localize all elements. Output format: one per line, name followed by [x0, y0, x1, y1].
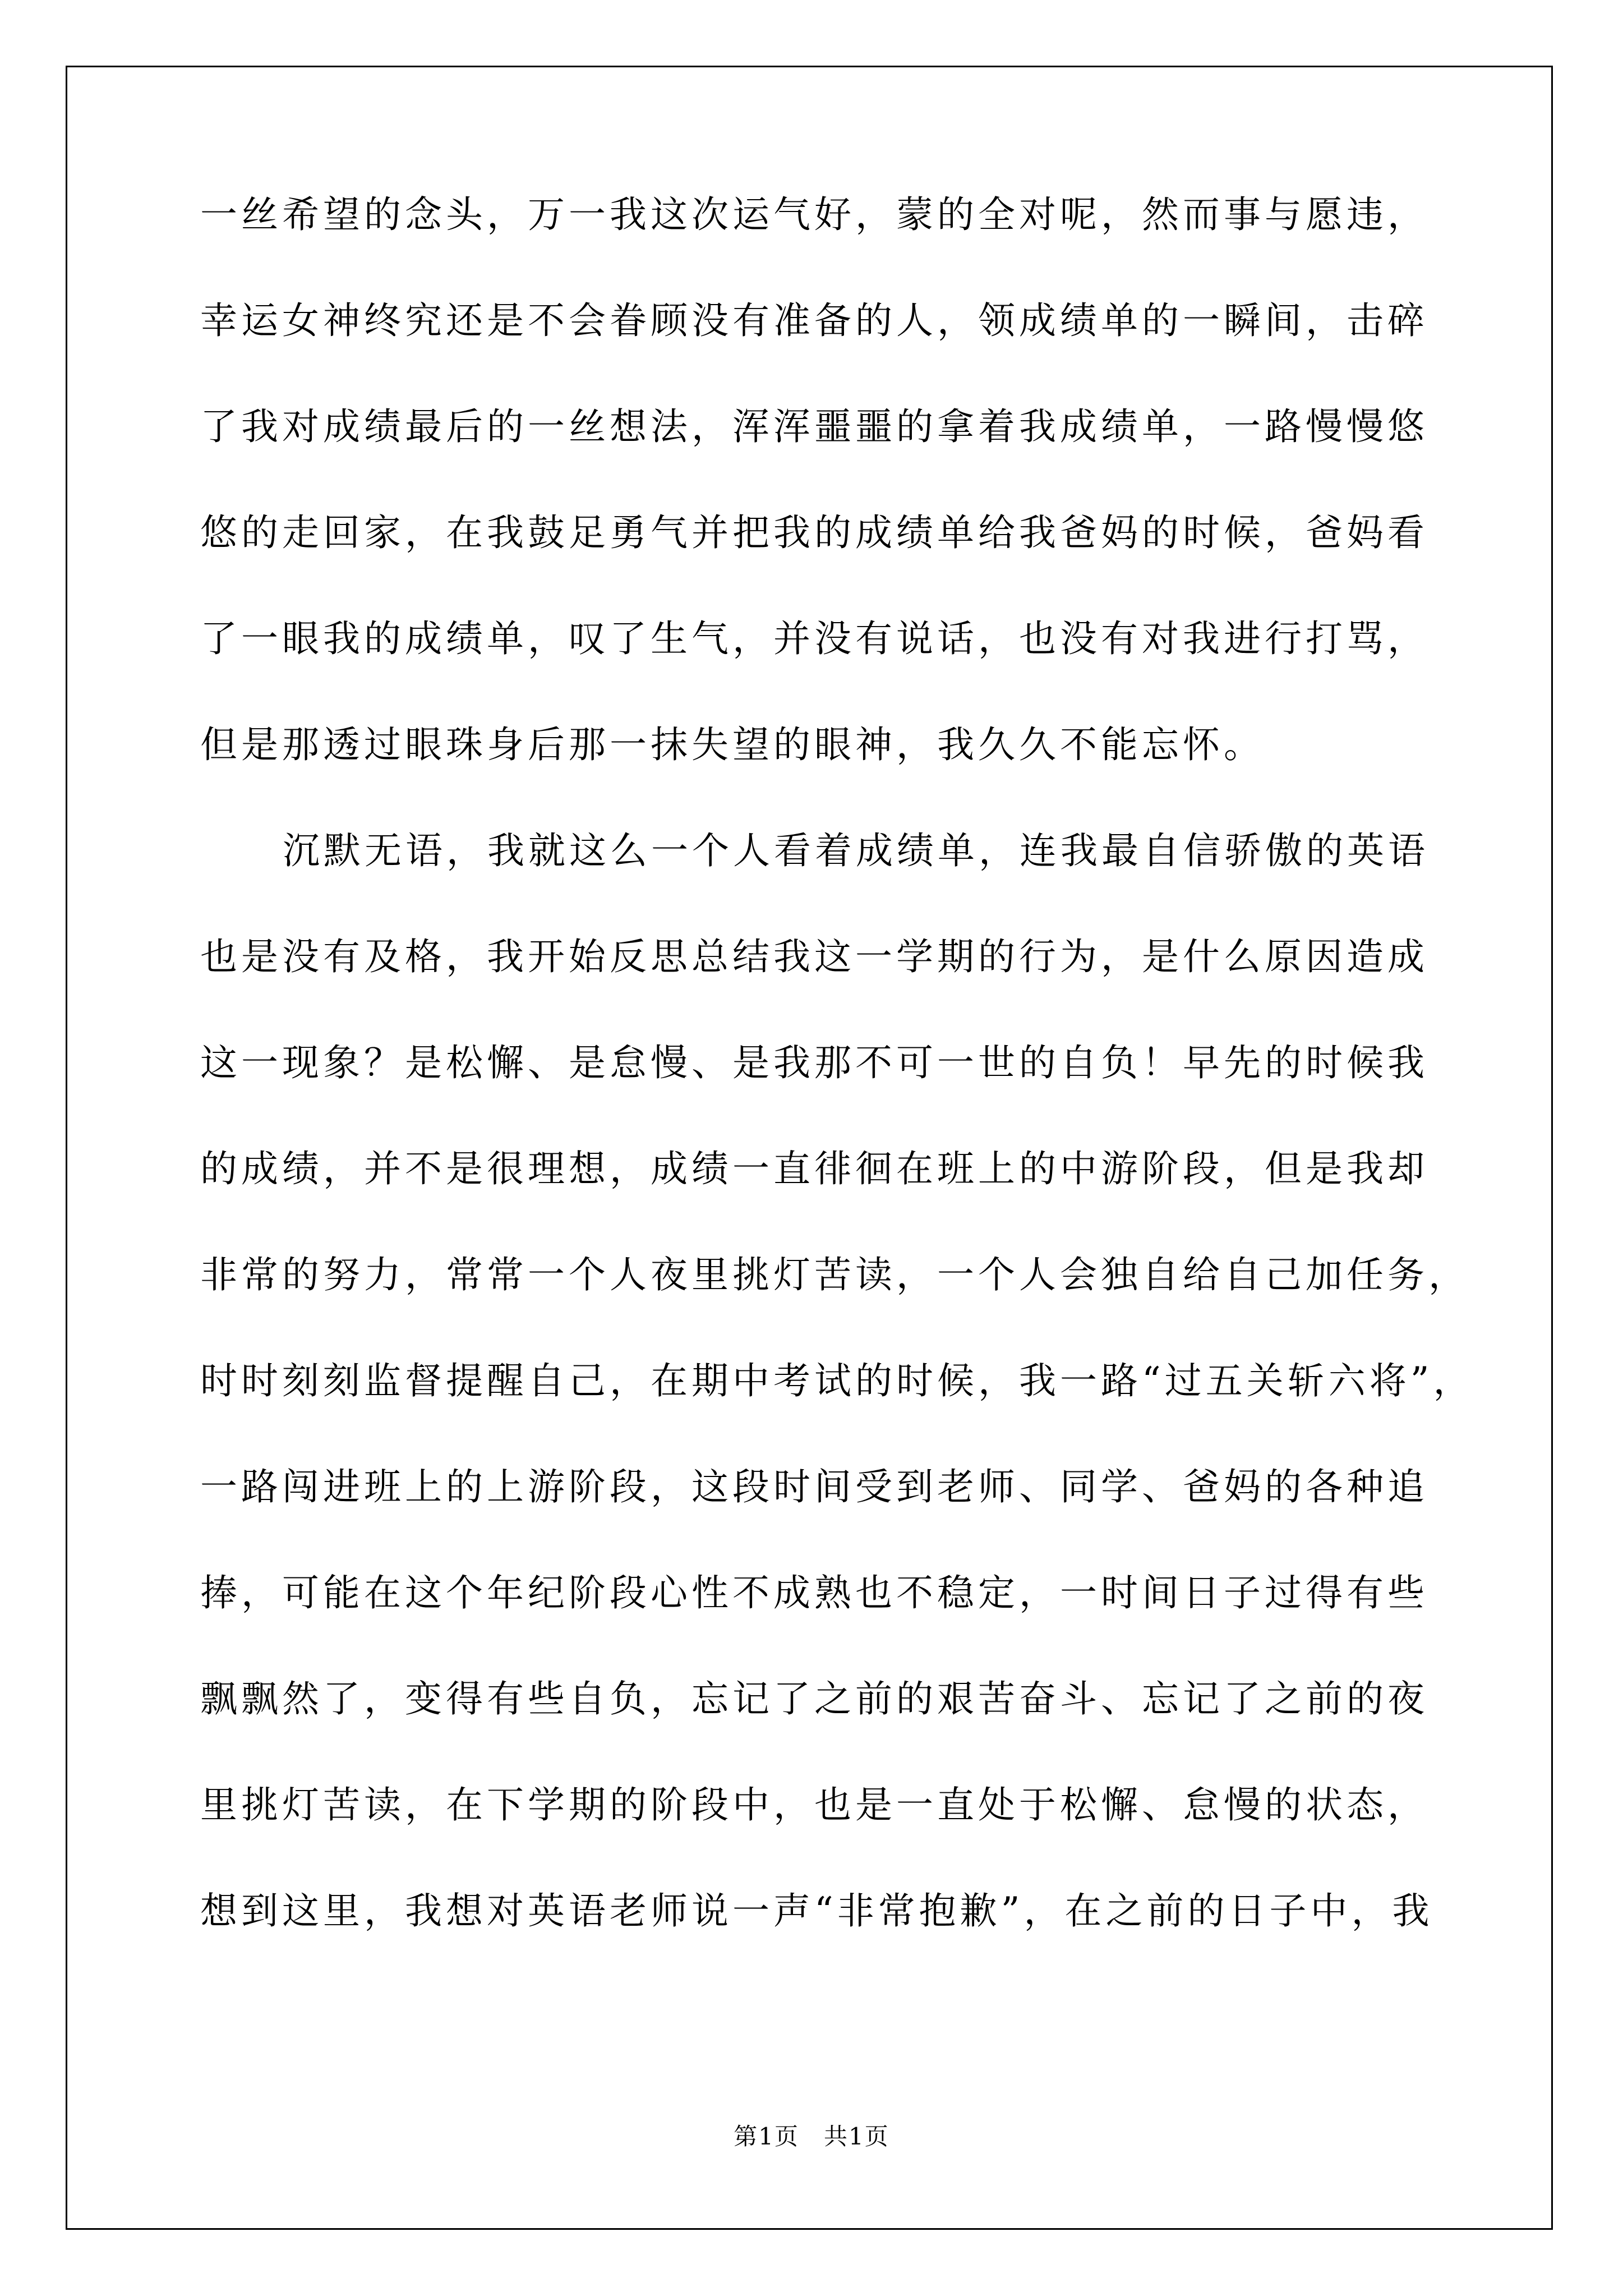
- text-line: 了我对成绩最后的一丝想法，浑浑噩噩的拿着我成绩单，一路慢慢悠: [200, 405, 1428, 448]
- text-line: 的成绩，并不是很理想，成绩一直徘徊在班上的中游阶段，但是我却: [200, 1147, 1428, 1190]
- text-line: 想到这里，我想对英语老师说一声“非常抱歉”，在之前的日子中，我: [200, 1889, 1433, 1932]
- text-line: 飘飘然了，变得有些自负，忘记了之前的艰苦奋斗、忘记了之前的夜: [200, 1677, 1428, 1720]
- text-line: 这一现象？是松懈、是怠慢、是我那不可一世的自负！早先的时候我: [200, 1041, 1428, 1084]
- page-number-footer: 第1页 共1页: [734, 2123, 889, 2150]
- document-body: [200, 162, 1474, 1964]
- text-line: 捧，可能在这个年纪阶段心性不成熟也不稳定，一时间日子过得有些: [200, 1571, 1428, 1614]
- text-line: 幸运女神终究还是不会眷顾没有准备的人，领成绩单的一瞬间，击碎: [200, 299, 1428, 342]
- text-line: 时时刻刻监督提醒自己，在期中考试的时候，我一路“过五关斩六将”，: [200, 1359, 1474, 1402]
- paragraph-start-line: 沉默无语，我就这么一个人看着成绩单，连我最自信骄傲的英语: [283, 829, 1429, 872]
- text-line: 里挑灯苦读，在下学期的阶段中，也是一直处于松懈、怠慢的状态，: [200, 1783, 1428, 1826]
- text-line: 非常的努力，常常一个人夜里挑灯苦读，一个人会独自给自己加任务，: [200, 1253, 1469, 1296]
- text-line: 了一眼我的成绩单，叹了生气，并没有说话，也没有对我进行打骂，: [200, 617, 1428, 660]
- text-line: 一丝希望的念头，万一我这次运气好，蒙的全对呢，然而事与愿违，: [200, 193, 1428, 236]
- text-line: 也是没有及格，我开始反思总结我这一学期的行为，是什么原因造成: [200, 935, 1428, 978]
- text-line: 一路闯进班上的上游阶段，这段时间受到老师、同学、爸妈的各种追: [200, 1465, 1428, 1508]
- text-line: 悠的走回家，在我鼓足勇气并把我的成绩单给我爸妈的时候，爸妈看: [200, 511, 1428, 554]
- text-line: 但是那透过眼珠身后那一抹失望的眼神，我久久不能忘怀。: [200, 723, 1265, 766]
